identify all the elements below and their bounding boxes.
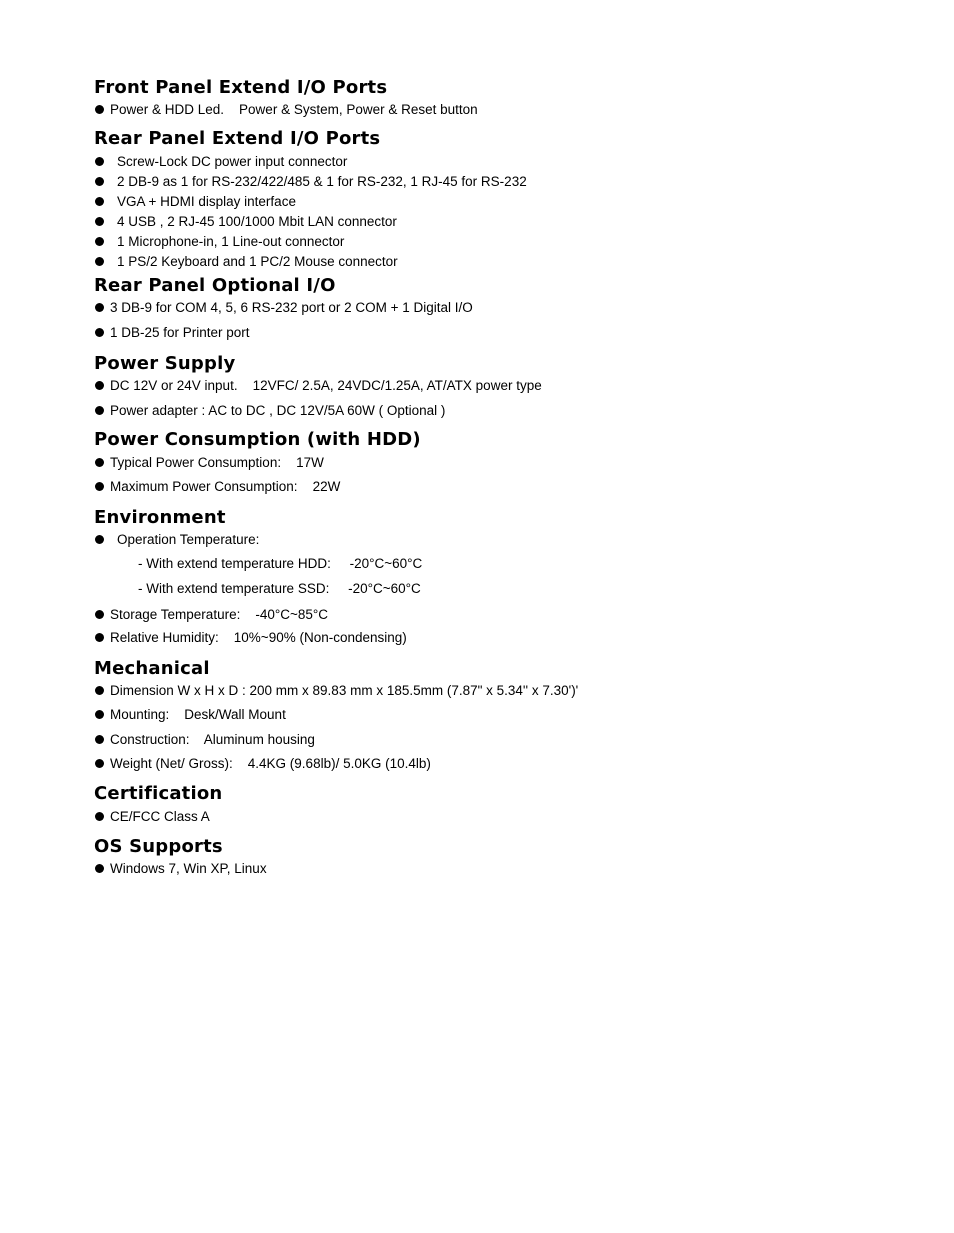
section-heading: Power Consumption (with HDD) — [94, 429, 421, 450]
section-heading: Power Supply — [94, 353, 236, 374]
bullet-icon — [95, 381, 104, 390]
bullet-icon — [95, 257, 104, 266]
list-item: 3 DB-9 for COM 4, 5, 6 RS-232 port or 2 COM + 1 Digital I/O — [94, 298, 914, 318]
list-item: Power & HDD Led. Power & System, Power & Reset button — [94, 100, 914, 120]
list-item: DC 12V or 24V input. 12VFC/ 2.5A, 24VDC/1.25A, AT/ATX power type — [94, 376, 914, 396]
list-item: Storage Temperature: -40°C~85°C — [94, 605, 914, 625]
section-os-supports — [94, 836, 914, 879]
list-item: 4 USB , 2 RJ-45 100/1000 Mbit LAN connector — [94, 212, 914, 232]
section-rear-panel — [94, 128, 914, 272]
list-item: 1 Microphone-in, 1 Line-out connector — [94, 232, 914, 252]
list-item: Relative Humidity: 10%~90% (Non-condensing) — [94, 628, 914, 648]
bullet-icon — [95, 735, 104, 744]
section-heading: Environment — [94, 507, 226, 528]
list-item: Weight (Net/ Gross): 4.4KG (9.68lb)/ 5.0KG (10.4lb) — [94, 754, 914, 774]
list-item: Power adapter : AC to DC , DC 12V/5A 60W ( Optional ) — [94, 401, 914, 421]
sub-item: - With extend temperature SSD: -20°C~60°C — [138, 581, 421, 596]
list-item: Maximum Power Consumption: 22W — [94, 477, 914, 497]
bullet-icon — [95, 105, 104, 114]
section-environment — [94, 507, 914, 648]
bullet-icon — [95, 812, 104, 821]
bullet-icon — [95, 458, 104, 467]
list-item: Dimension W x H x D : 200 mm x 89.83 mm x 185.5mm (7.87" x 5.34'' x 7.30')' — [94, 681, 914, 701]
section-heading: Front Panel Extend I/O Ports — [94, 77, 388, 98]
section-front-panel — [94, 77, 914, 120]
bullet-icon — [95, 759, 104, 768]
section-heading: Rear Panel Extend I/O Ports — [94, 128, 381, 149]
bullet-icon — [95, 177, 104, 186]
section-power-supply — [94, 353, 914, 421]
section-power-consumption — [94, 429, 914, 497]
bullet-icon — [95, 535, 104, 544]
bullet-icon — [95, 157, 104, 166]
list-item: Construction: Aluminum housing — [94, 730, 914, 750]
bullet-icon — [95, 610, 104, 619]
list-item: 1 DB-25 for Printer port — [94, 323, 914, 343]
bullet-icon — [95, 686, 104, 695]
list-item: VGA + HDMI display interface — [94, 192, 914, 212]
bullet-icon — [95, 303, 104, 312]
sub-item: - With extend temperature HDD: -20°C~60°C — [138, 556, 423, 571]
list-item: Typical Power Consumption: 17W — [94, 453, 914, 473]
bullet-icon — [95, 217, 104, 226]
bullet-icon — [95, 406, 104, 415]
bullet-icon — [95, 237, 104, 246]
bullet-icon — [95, 633, 104, 642]
bullet-icon — [95, 482, 104, 491]
list-item: Mounting: Desk/Wall Mount — [94, 705, 914, 725]
bullet-icon — [95, 328, 104, 337]
list-item: 1 PS/2 Keyboard and 1 PC/2 Mouse connector — [94, 252, 914, 272]
list-item: Screw-Lock DC power input connector — [94, 152, 914, 172]
section-rear-optional — [94, 275, 914, 343]
list-item: Windows 7, Win XP, Linux — [94, 859, 914, 879]
section-heading: Mechanical — [94, 658, 210, 679]
section-mechanical — [94, 658, 914, 774]
section-heading: OS Supports — [94, 836, 223, 857]
list-item: Operation Temperature: — [94, 530, 914, 550]
list-item: 2 DB-9 as 1 for RS-232/422/485 & 1 for RS-232, 1 RJ-45 for RS-232 — [94, 172, 914, 192]
bullet-icon — [95, 710, 104, 719]
bullet-icon — [95, 864, 104, 873]
section-heading: Rear Panel Optional I/O — [94, 275, 336, 296]
bullet-icon — [95, 197, 104, 206]
list-item: CE/FCC Class A — [94, 807, 914, 827]
section-certification — [94, 783, 914, 827]
section-heading: Certification — [94, 783, 223, 804]
